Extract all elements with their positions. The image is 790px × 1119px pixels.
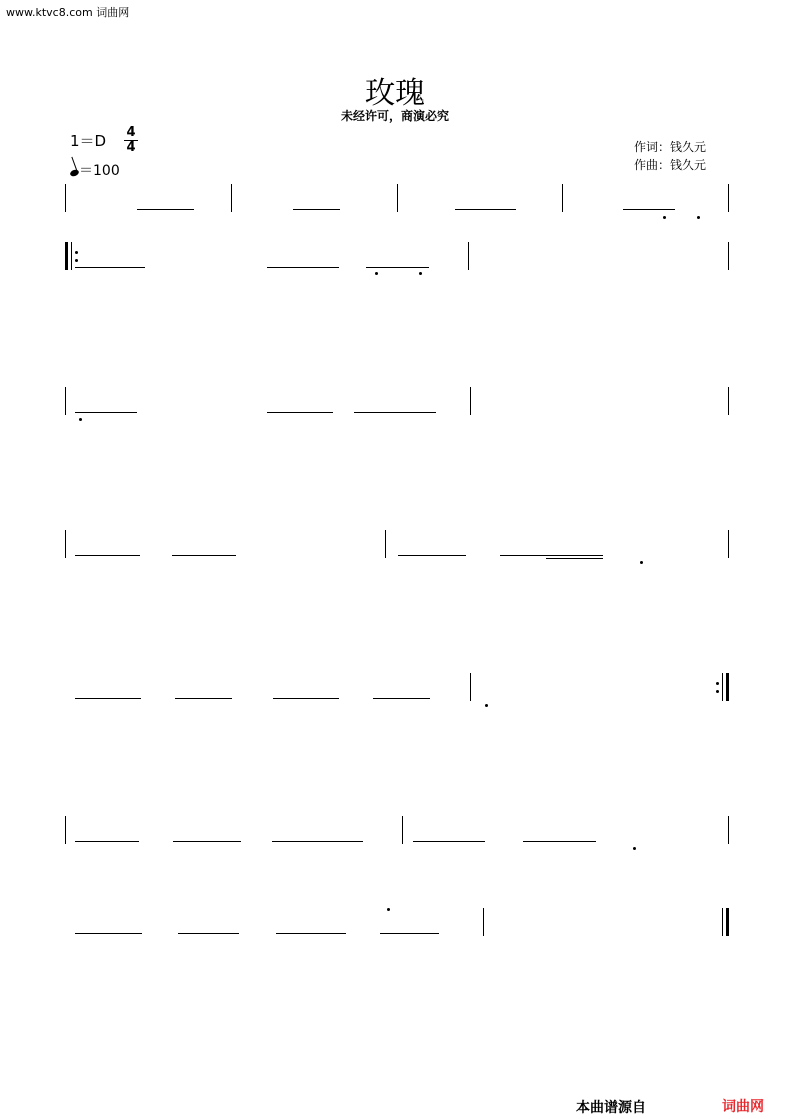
beam-underline xyxy=(173,841,241,842)
barline xyxy=(483,908,484,936)
octave-dot xyxy=(79,418,82,421)
beam-underline xyxy=(272,841,363,842)
barline xyxy=(65,184,66,212)
beam-underline xyxy=(172,555,236,556)
beam-underline xyxy=(276,933,346,934)
beam-underline xyxy=(75,841,139,842)
repeat-dot xyxy=(716,682,719,685)
footer-brand-logo: 词曲网 xyxy=(722,1099,764,1115)
beam-underline xyxy=(75,267,145,268)
beam-underline xyxy=(267,412,333,413)
barline xyxy=(397,184,398,212)
repeat-dot xyxy=(75,251,78,254)
barline xyxy=(728,387,729,415)
beam-underline xyxy=(273,698,339,699)
beam-underline xyxy=(500,555,603,556)
beam-underline xyxy=(354,412,436,413)
octave-dot xyxy=(485,704,488,707)
barline xyxy=(402,816,403,844)
beam-underline xyxy=(380,933,439,934)
barline xyxy=(468,242,469,270)
barline xyxy=(722,908,723,936)
beam-underline xyxy=(623,209,675,210)
composer-credit: 作曲：钱久元 xyxy=(634,158,707,172)
beam-underline xyxy=(293,209,340,210)
barline xyxy=(71,242,72,270)
barline xyxy=(65,816,66,844)
octave-dot xyxy=(419,272,422,275)
octave-dot xyxy=(640,561,643,564)
site-watermark: www.ktvc8.com 词曲网 xyxy=(6,6,130,19)
beam-underline xyxy=(373,698,430,699)
octave-dot xyxy=(375,272,378,275)
beam-underline xyxy=(398,555,466,556)
beam-underline xyxy=(137,209,194,210)
beam-underline xyxy=(413,841,485,842)
octave-dot xyxy=(697,216,700,219)
octave-dot xyxy=(663,216,666,219)
beam-underline xyxy=(175,698,232,699)
page-title: 玫瑰 xyxy=(365,76,425,111)
beam-underline xyxy=(75,698,141,699)
subtitle: 未经许可，商演必究 xyxy=(340,109,449,123)
time-signature: 4 4 xyxy=(124,126,138,155)
barline xyxy=(728,184,729,212)
footer-source: 本曲谱源自 xyxy=(576,1100,646,1116)
barline xyxy=(65,387,66,415)
barline xyxy=(470,673,471,701)
beam-underline xyxy=(546,558,603,559)
barline xyxy=(231,184,232,212)
tempo-marking: ＝100 xyxy=(70,160,120,180)
octave-dot xyxy=(387,908,390,911)
beam-underline xyxy=(267,267,339,268)
barline xyxy=(728,242,729,270)
beam-underline xyxy=(178,933,239,934)
barline xyxy=(728,816,729,844)
repeat-dot xyxy=(716,690,719,693)
repeat-dot xyxy=(75,259,78,262)
beam-underline xyxy=(523,841,596,842)
barline xyxy=(722,673,723,701)
octave-dot xyxy=(633,847,636,850)
lyricist-credit: 作词：钱久元 xyxy=(634,140,707,154)
barline xyxy=(562,184,563,212)
barline xyxy=(385,530,386,558)
final-barline xyxy=(726,908,729,936)
beam-underline xyxy=(75,933,142,934)
barline xyxy=(470,387,471,415)
repeat-start-barline xyxy=(65,242,68,270)
barline xyxy=(728,530,729,558)
barline xyxy=(65,530,66,558)
repeat-end-barline xyxy=(726,673,729,701)
beam-underline xyxy=(75,412,137,413)
beam-underline xyxy=(366,267,429,268)
beam-underline xyxy=(75,555,140,556)
beam-underline xyxy=(455,209,516,210)
key-signature: 1＝D xyxy=(70,132,107,150)
